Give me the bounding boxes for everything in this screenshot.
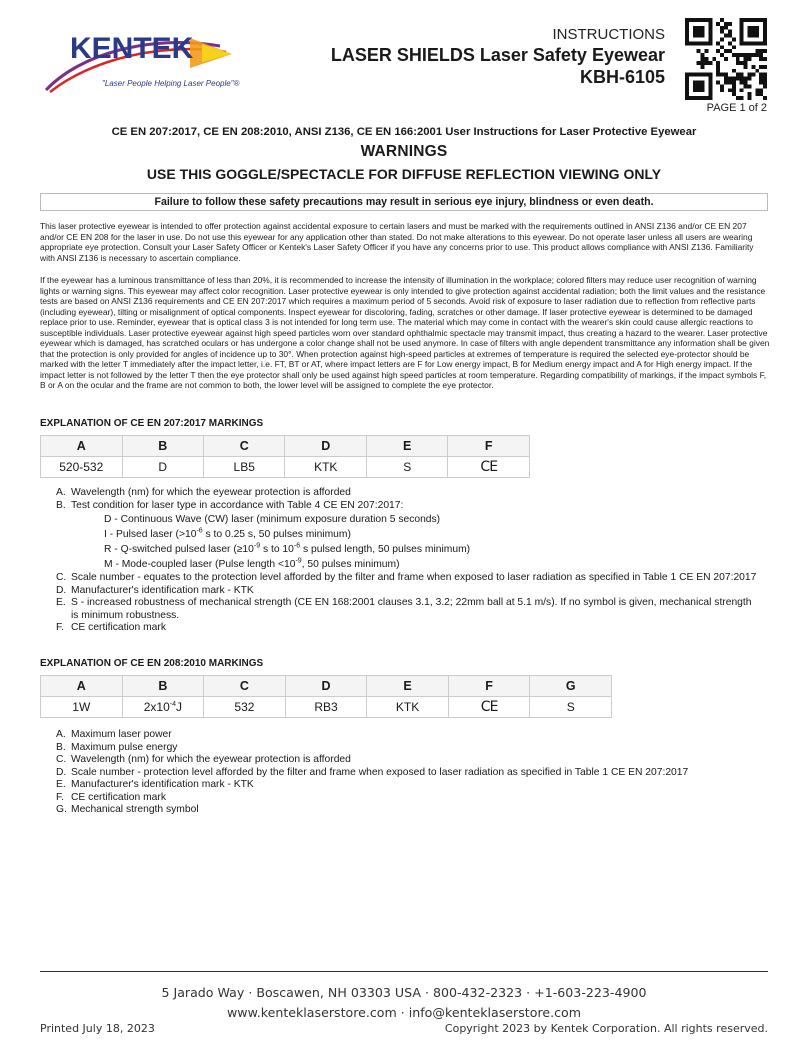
- warnings-title: WARNINGS: [360, 143, 448, 160]
- kentek-logo: [40, 24, 255, 96]
- list-item: D. Scale number - protection level afforded by the filter and frame when exposed to laser radiation as specified in Table 1 CE EN 207:2017: [56, 766, 689, 778]
- list-item: C. Wavelength (nm) for which the eyewear protection is afforded: [56, 754, 351, 765]
- table-header-cell: D: [285, 436, 367, 457]
- list-item: C. Scale number - equates to the protection level afforded by the filter and frame when exposed to laser radiation as specified in Table 1 CE EN 207:2017: [56, 572, 757, 583]
- list-item: F. CE certification mark: [56, 622, 166, 633]
- table-header-row: [41, 676, 612, 697]
- logo-tagline: "Laser People Helping Laser People"®: [102, 79, 240, 88]
- table-cell: 532: [204, 697, 286, 718]
- footer-address: 5 Jarado Way · Boscawen, NH 03303 USA · 800-432-2323 · +1-603-223-4900: [161, 985, 647, 1000]
- list-item: A. Wavelength (nm) for which the eyewear protection is afforded: [56, 487, 351, 498]
- precautions-paragraph: If the eyewear has a luminous transmittance of less than 20%, it is recommended to increase the intensity of illumination in the workplace; colored filters may reduce user recognition of warning lights or warning signs. This eyewear may affect color recognition. Laser protective eyewear is only intended to give protection against accidental radiation; both the limit values and the resistance tests are based on ANSI Z136 requirements and CE EN 207:2017 which requires a maximum period of 5 seconds. Avoid risk of exposure to laser radiation due to reflection from reflective parts (including eyewear), tilting or misalignment of optical components. Inspect eyewear for discoloring, fading, scratches or other damage. If laser protective eyewear is determined to be damaged replace prior to use. Reminder, eyewear that is optical class 3 is not intended for long term use. The material which may come in contact with the wearer's skin could cause allergic reactions to susceptible individuals. Laser protective eyewear against high speed particles worn over standard ophthalmic spectacle may transmit impact, thus creating a hazard to the wearer. Laser protective eyewear which is damaged, has scratched oculars or has undergone a color change shall not be used anymore. In case of filters with angle dependent transmittance any information shall be given that the protection is only provided for angles of incidence up to 30°. When protection against high-speed particles at extremes of temperature is required the selected eye-protector should be marked with the letter T immediately after the impact letter, i.e. FT, BT or AT, where impact letters are F for Low energy impact, B for Medium energy impact and A for High energy impact. If the impact letter is not followed by the letter T then the eye protector shall only be used against high speed particles at room temperature. Regarding compatibility of markings, if the impact symbols F, B or A on the ocular and the frame are not common to both, the lower level will be assigned to complete the eye protector.: [40, 275, 770, 390]
- list-item: I - Pulsed laser ($>10^{-6}$ s to 0.25 s, 50 pulses minimum): [104, 527, 351, 540]
- list-item: B. Maximum pulse energy: [56, 741, 178, 753]
- table-header-cell: E: [366, 436, 447, 457]
- table-cell: LB5: [203, 457, 285, 478]
- list-item: A. Maximum laser power: [56, 729, 172, 740]
- table-cell: D: [122, 457, 203, 478]
- list-item: B. Test condition for laser type in accordance with Table 4 CE EN 207:2017:: [56, 499, 404, 511]
- en208-explanation-list: [56, 729, 761, 817]
- table-header-cell: G: [530, 676, 612, 697]
- table-cell: $2x10^{-4}J$: [122, 697, 204, 718]
- footer-divider: [40, 971, 768, 972]
- table-row: [41, 697, 612, 718]
- list-item: D. Manufacturer's identification mark - KTK: [56, 584, 254, 596]
- table-header-cell: A: [41, 436, 123, 457]
- table-cell: KTK: [285, 457, 367, 478]
- table-header-cell: F: [448, 436, 530, 457]
- ce-mark-icon: CE: [448, 697, 530, 718]
- document-heading: [331, 26, 665, 88]
- table-row: [41, 457, 530, 478]
- en208-markings-table: [40, 675, 612, 718]
- table-cell: 1W: [41, 697, 123, 718]
- list-item: M - Mode-coupled laser (Pulse length $<10^{-9}$, 50 pulses minimum): [104, 557, 400, 570]
- table-header-cell: E: [367, 676, 449, 697]
- printed-date: Printed July 18, 2023: [40, 1022, 155, 1035]
- list-item: E. Manufacturer's identification mark - KTK: [56, 779, 254, 790]
- list-item: R - Q-switched pulsed laser ($\ge 10^{-9}$ s to $10^{-6}$ s pulsed length, 50 pulses minimum): [104, 542, 471, 555]
- logo-swoosh-icon: [40, 24, 255, 96]
- list-item: G. Mechanical strength symbol: [56, 804, 199, 815]
- table-header-cell: C: [203, 436, 285, 457]
- logo-wordmark: KENTEK: [70, 32, 194, 65]
- instructions-label: INSTRUCTIONS: [552, 26, 665, 43]
- copyright-notice: Copyright 2023 by Kentek Corporation. All rights reserved.: [444, 1022, 768, 1035]
- table-header-cell: A: [41, 676, 123, 697]
- list-item: E. S - increased robustness of mechanical strength (CE EN 168:2001 clauses 3.1, 3.2; 22mm ball at 5.1 m/s). If no symbol is given, mechanical strength is minimum robustness.: [56, 597, 752, 621]
- table-cell: 520-532: [41, 457, 123, 478]
- diffuse-reflection-warning: USE THIS GOGGLE/SPECTACLE FOR DIFFUSE REFLECTION VIEWING ONLY: [146, 166, 662, 182]
- table-header-row: [41, 436, 530, 457]
- ce-mark-icon: CE: [448, 457, 530, 478]
- intro-paragraph: This laser protective eyewear is intended to offer protection against accidental exposure to certain lasers and must be marked with the requirements outlined in ANSI Z136 and/or CE EN 207 and/or CE EN 208 for the laser in use. Do not use this eyewear for any application other than stated. Do not make alterations to this eyewear. Do not operate laser unless all users are wearing appropriate eye protection. Consult your Laser Safety Officer or Kentek's Laser Safety Officer if you have any concerns prior to use. This product allows compliance with ANSI Z136. Familiarity with ANSI Z136 is necessary to ascertain compliance.: [40, 221, 754, 263]
- table-cell: KTK: [367, 697, 449, 718]
- page-number: PAGE 1 of 2: [706, 102, 767, 114]
- list-item: D - Continuous Wave (CW) laser (minimum exposure duration 5 seconds): [104, 514, 441, 525]
- table-cell: S: [530, 697, 612, 718]
- en207-explanation-list: [56, 487, 761, 635]
- product-title: LASER SHIELDS Laser Safety Eyewear: [330, 45, 665, 65]
- table-header-cell: B: [122, 676, 204, 697]
- table-header-cell: D: [285, 676, 367, 697]
- en207-section-title: EXPLANATION OF CE EN 207:2017 MARKINGS: [40, 418, 264, 429]
- standards-heading: CE EN 207:2017, CE EN 208:2010, ANSI Z136, CE EN 166:2001 User Instructions for Laser Protective Eyewear: [111, 126, 697, 138]
- table-cell: S: [366, 457, 447, 478]
- table-cell: RB3: [285, 697, 367, 718]
- qr-code-icon: [685, 18, 767, 100]
- model-number: KBH-6105: [579, 67, 665, 87]
- failure-notice: Failure to follow these safety precautions may result in serious eye injury, blindness or even death.: [40, 193, 768, 211]
- footer-website[interactable]: www.kenteklaserstore.com · info@kenteklaserstore.com: [227, 1005, 581, 1020]
- en207-markings-table: [40, 435, 530, 478]
- table-header-cell: F: [448, 676, 530, 697]
- en208-section-title: EXPLANATION OF CE EN 208:2010 MARKINGS: [40, 658, 264, 669]
- list-item: F. CE certification mark: [56, 791, 166, 803]
- table-header-cell: C: [204, 676, 286, 697]
- table-header-cell: B: [122, 436, 203, 457]
